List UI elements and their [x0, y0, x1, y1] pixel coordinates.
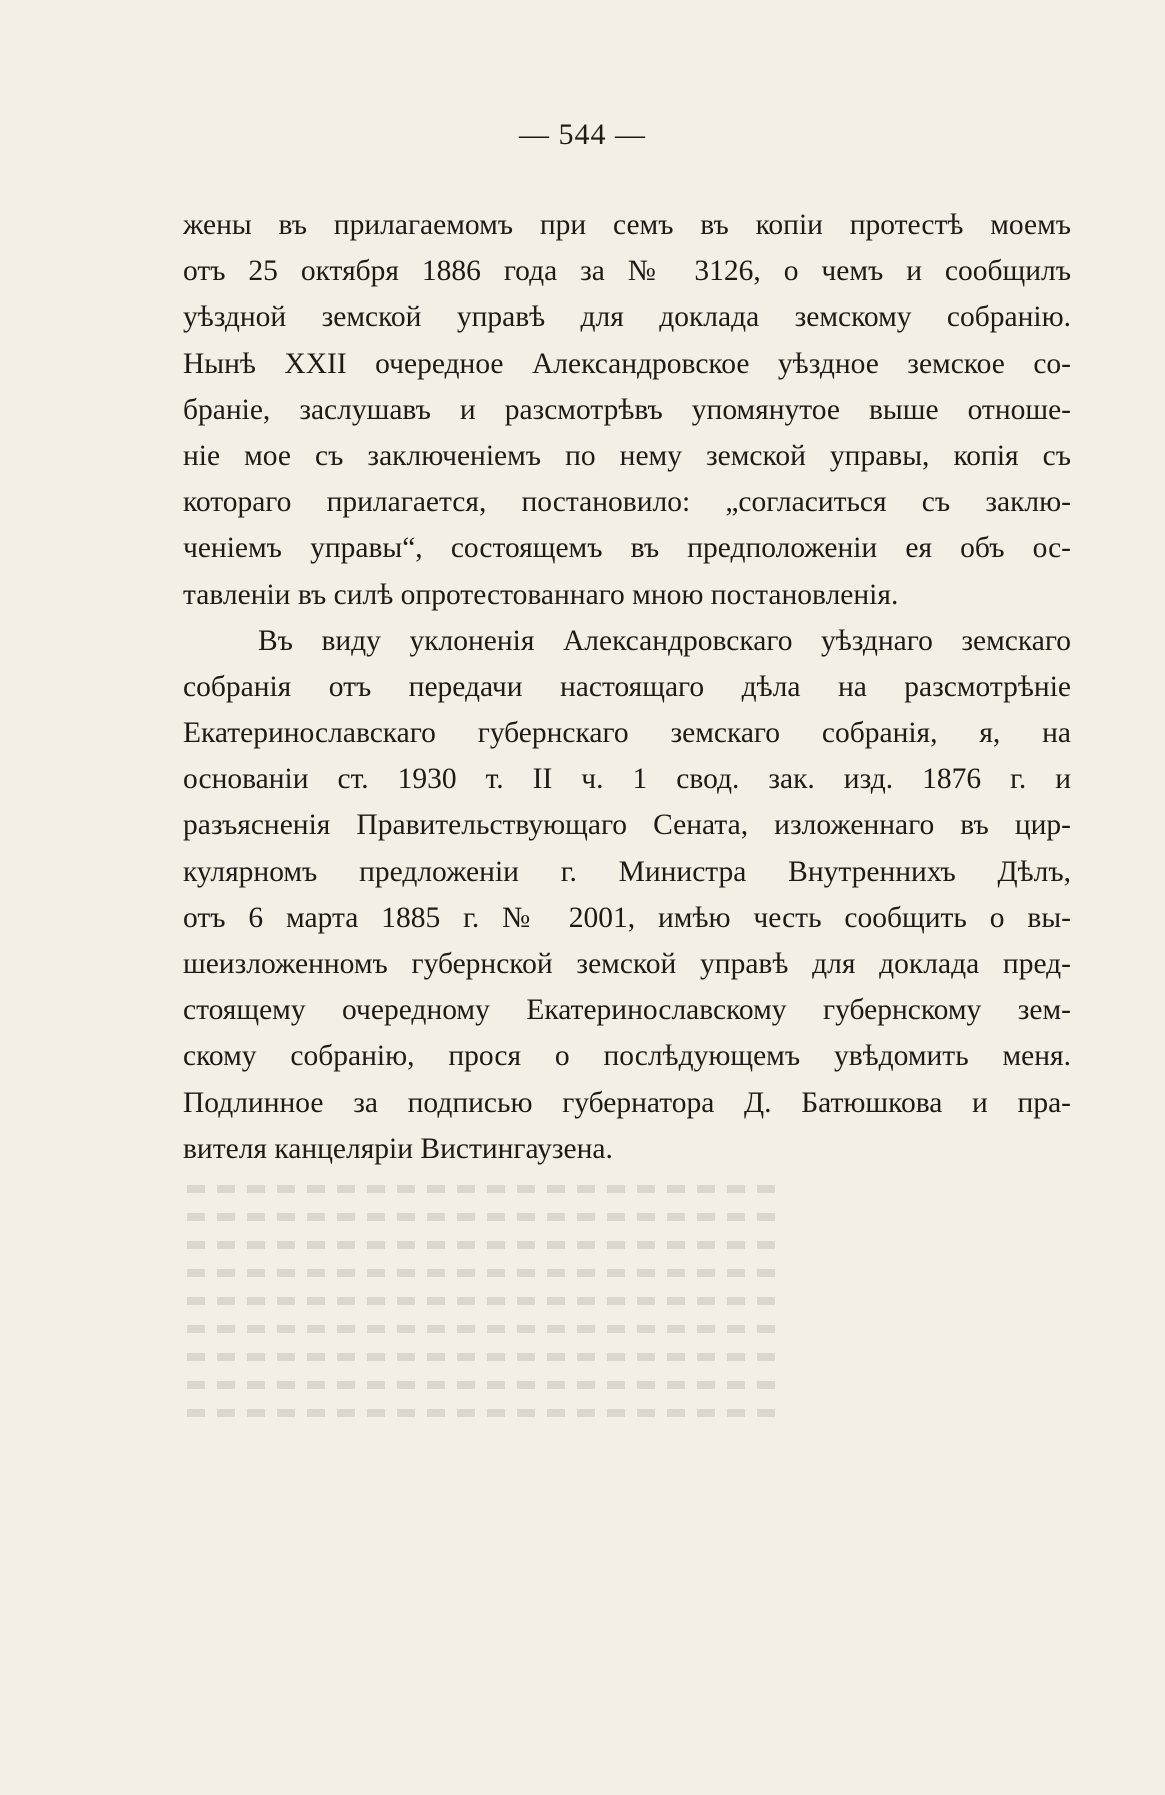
text-line: Екатеринославскаго губернскаго земскаго собранія, я, на — [183, 717, 1071, 750]
text-line: разъясненія Правительствующаго Сената, изложеннаго въ цир- — [183, 809, 1071, 842]
text-line: ніе мое съ заключеніемъ по нему земской управы, копія съ — [183, 439, 1071, 472]
text-line: отъ 6 марта 1885 г. № 2001, имѣю честь сообщить о вы- — [183, 901, 1071, 934]
page-number: — 544 — — [519, 118, 646, 151]
text-line: отъ 25 октября 1886 года за № 3126, о чемъ и сообщилъ — [183, 255, 1071, 288]
text-line: Подлинное за подписью губернатора Д. Батюшкова и пра- — [183, 1086, 1071, 1119]
text-line: собранія отъ передачи настоящаго дѣла на разсмотрѣніе — [183, 670, 1071, 703]
bleed-through-shadow — [175, 1165, 775, 1575]
text-line: котораго прилагается, постановило: „согласиться съ заклю- — [183, 486, 1071, 519]
body-text — [183, 202, 1071, 1172]
text-line: ченіемъ управы“, состоящемъ въ предположеніи ея объ ос- — [183, 532, 1071, 565]
text-line: основаніи ст. 1930 т. II ч. 1 свод. зак. изд. 1876 г. и — [183, 763, 1071, 796]
text-line: вителя канцеляріи Вистингаузена. — [183, 1132, 613, 1165]
text-line: кулярномъ предложеніи г. Министра Внутреннихъ Дѣлъ, — [183, 855, 1071, 888]
text-line: шеизложенномъ губернской земской управѣ для доклада пред- — [183, 948, 1071, 980]
text-line: жены въ прилагаемомъ при семъ въ копіи протестѣ моемъ — [183, 209, 1071, 241]
text-line: стоящему очередному Екатеринославскому губернскому зем- — [183, 994, 1071, 1027]
text-line: уѣздной земской управѣ для доклада земскому собранію. — [183, 301, 1071, 334]
text-line: браніе, заслушавъ и разсмотрѣвъ упомянутое выше отноше- — [183, 393, 1071, 426]
text-line: скому собранію, прося о послѣдующемъ увѣдомить меня. — [183, 1040, 1071, 1073]
text-line: Нынѣ XXII очередное Александровское уѣздное земское со- — [183, 347, 1071, 380]
paragraph-start-line: Въ виду уклоненія Александровскаго уѣзднаго земскаго — [258, 624, 1071, 657]
text-line: тавленіи въ силѣ опротестованнаго мною постановленія. — [183, 578, 899, 611]
